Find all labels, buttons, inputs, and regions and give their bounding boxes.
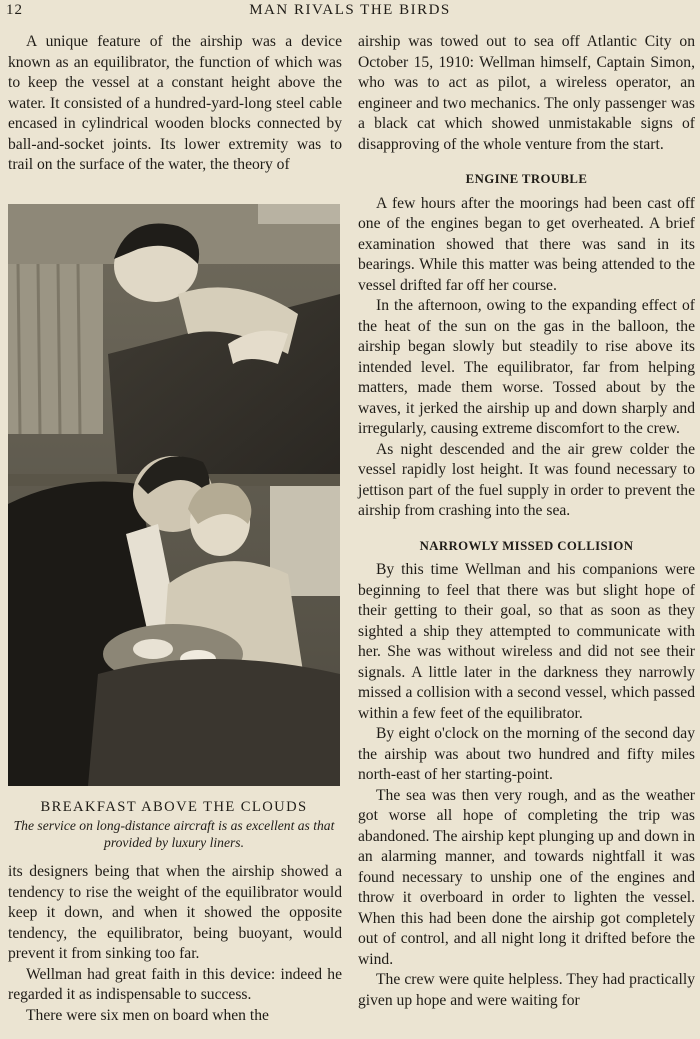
caption-title: BREAKFAST ABOVE THE CLOUDS — [40, 799, 308, 815]
paragraph: As night descended and the air grew colder the vessel rapidly lost height. It was found necessary to jettison part of the fuel supply in order to prevent the airship from crashing into the sea. — [358, 440, 695, 519]
paragraph: There were six men on board when the — [26, 1006, 269, 1024]
photo-illustration — [8, 204, 340, 786]
paragraph: Wellman had great faith in this device: indeed he regarded it as indispensable to success. — [8, 965, 342, 1003]
paragraph: By this time Wellman and his companions were beginning to feel that there was but slight hope of their getting to their goal, so that as soon as they sighted a ship they attempted to communicate with her. She was without wireless and did not see their signals. A little later in the darkness they narrowly missed a collision with a second vessel, which passed within a few feet of the equilibrator. — [358, 561, 695, 722]
paragraph: The crew were quite helpless. They had practically given up hope and were waiting for — [358, 971, 695, 1009]
caption-text: The service on long-distance aircraft is as excellent as that provided by luxury liners. — [13, 818, 335, 850]
running-title: MAN RIVALS THE BIRDS — [249, 2, 451, 18]
section-heading-engine-trouble: ENGINE TROUBLE — [465, 172, 588, 186]
paragraph: its designers being that when the airship showed a tendency to rise the weight of the equilibrator would keep it down, and when it showed the opposite tendency, the equilibrator, being buoyant, would prevent it from sinking too far. — [8, 863, 342, 962]
breakfast-photo — [8, 204, 340, 786]
page-header — [6, 2, 694, 22]
paragraph: By eight o'clock on the morning of the second day the airship was about two hundred and fifty miles north-east of her starting-point. — [358, 725, 695, 783]
photo-caption — [8, 798, 340, 851]
page-number: 12 — [6, 2, 23, 18]
paragraph: A few hours after the moorings had been cast off one of the engines began to get overheated. A brief examination showed that there was sand in its bearings. While this matter was being attended to the vessel drifted far off her course. — [358, 194, 695, 294]
paragraph: The sea was then very rough, and as the weather got worse all hope of completing the trip was abandoned. The airship kept plunging up and down in an alarming manner, and towards nightfall it was found necessary to unship one of the engines and throw it overboard in order to lighten the vessel. When this had been done the airship got completely out of control, and all night long it drifted before the wind. — [358, 786, 695, 968]
paragraph: In the afternoon, owing to the expanding effect of the heat of the sun on the gas in the balloon, the airship began slowly but steadily to rise above its intended level. The equilibrator, far from helping matters, made them worse. Tossed about by the waves, it jerked the airship up and down sharply and irregularly, causing extreme discomfort to the crew. — [358, 297, 695, 437]
left-column-top — [8, 32, 342, 176]
right-column — [358, 32, 695, 1011]
paragraph: A unique feature of the airship was a device known as an equilibrator, the function of which was to keep the vessel at a constant height above the water. It consisted of a hundred-yard-long steel cable encased in cylindrical wooden blocks connected by ball-and-socket joints. Its lower extremity was to trail on the surface of the water, the theory of — [8, 33, 342, 173]
left-column-bottom — [8, 862, 342, 1026]
paragraph: airship was towed out to sea off Atlantic City on October 15, 1910: Wellman himself, Captain Simon, who was to act as pilot, a wireless operator, an engineer and two mechanics. The only passenger was a black cat which showed unmistakable signs of disapproving of the whole venture from the start. — [358, 33, 695, 153]
section-heading-narrowly-missed-collision: NARROWLY MISSED COLLISION — [419, 538, 634, 553]
